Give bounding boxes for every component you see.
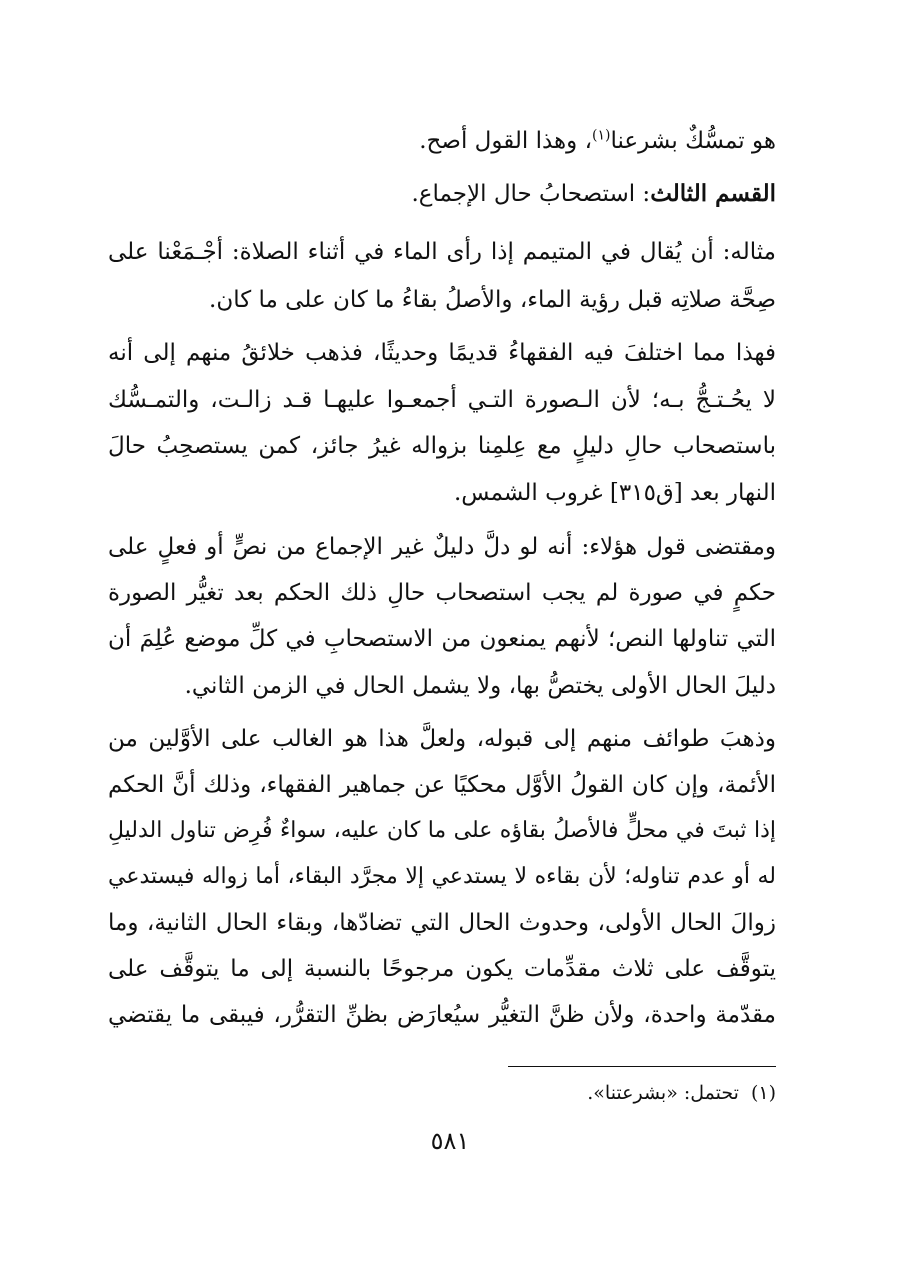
section-heading: القسم الثالث (650, 180, 776, 207)
footnote-reference: (١) (592, 127, 611, 144)
paragraph-3-line-2: لا يحُـتـجُّ بـه؛ لأن الـصورة التـي أجمعـوا عليهـا قـد زالـت، والتمـسُّك (108, 387, 776, 413)
paragraph-1-text-end: ، وهذا القول أصح. (419, 128, 593, 154)
paragraph-5-line-6: يتوقَّف على ثلاث مقدِّمات يكون مرجوحًا بالنسبة إلى ما يتوقَّف على (108, 956, 776, 982)
paragraph-5-line-3: إذا ثبتَ في محلٍّ فالأصلُ بقاؤه على ما كان عليه، سواءٌ فُرِض تناول الدليلِ (108, 818, 776, 843)
footnote-separator (508, 1066, 776, 1067)
paragraph-1-line-1 (419, 124, 776, 158)
page-number: ٥٨١ (430, 1127, 470, 1155)
paragraph-3-line-4: النهار بعد [ق٣١٥] غروب الشمس. (453, 480, 776, 506)
footnote-number: (١) (750, 1082, 776, 1104)
paragraph-5-line-7: مقدّمة واحدة، ولأن ظنَّ التغيُّر سيُعارَض بظنِّ التقرُّر، فيبقى ما يقتضي (108, 1002, 777, 1028)
paragraph-4-line-1: ومقتضى قول هؤلاء: أنه لو دلَّ دليلٌ غير الإجماع من نصٍّ أو فعلٍ على (108, 534, 776, 560)
paragraph-4-line-2: حكمٍ في صورة لم يجب استصحاب حالِ ذلك الحكم بعد تغيُّر الصورة (108, 580, 776, 606)
paragraph-4-line-4: دليلَ الحال الأولى يختصُّ بها، ولا يشمل الحال في الزمن الثاني. (184, 673, 776, 699)
paragraph-3-line-1: فهذا مما اختلفَ فيه الفقهاءُ قديمًا وحديثًا، فذهب خلائقُ منهم إلى أنه (108, 340, 776, 366)
footnote-text: تحتمل: «بشرعتنا». (587, 1082, 739, 1104)
paragraph-2-line-2: صِحَّة صلاتِه قبل رؤية الماء، والأصلُ بقاءُ ما كان على ما كان. (209, 287, 776, 313)
section-title: : استصحابُ حال الإجماع. (411, 181, 651, 207)
paragraph-5-line-4: له أو عدم تناوله؛ لأن بقاءه لا يستدعي إلا مجرَّد البقاء، أما زواله فيستدعي (108, 864, 776, 889)
paragraph-5-line-2: الأئمة، وإن كان القولُ الأوَّل محكيًا عن جماهير الفقهاء، وذلك أنَّ الحكم (108, 772, 776, 798)
section-heading-line (411, 177, 776, 211)
footnote (587, 1078, 776, 1108)
paragraph-1-text-start: هو تمسُّكٌ بشرعنا (610, 128, 776, 154)
paragraph-3-line-3: باستصحاب حالِ دليلٍ مع عِلمِنا بزواله غيرُ جائز، كمن يستصحِبُ حالَ (108, 433, 776, 459)
paragraph-4-line-3: التي تناولها النص؛ لأنهم يمنعون من الاستصحابِ في كلِّ موضع عُلِمَ أن (108, 626, 776, 652)
paragraph-5-line-5: زوالَ الحال الأولى، وحدوث الحال التي تضادّها، وبقاء الحال الثانية، وما (108, 910, 776, 936)
paragraph-5-line-1: وذهبَ طوائف منهم إلى قبوله، ولعلَّ هذا هو الغالب على الأوَّلين من (108, 726, 776, 752)
paragraph-2-line-1: مثاله: أن يُقال في المتيمم إذا رأى الماء في أثناء الصلاة: أجْـمَعْنا على (108, 239, 776, 265)
